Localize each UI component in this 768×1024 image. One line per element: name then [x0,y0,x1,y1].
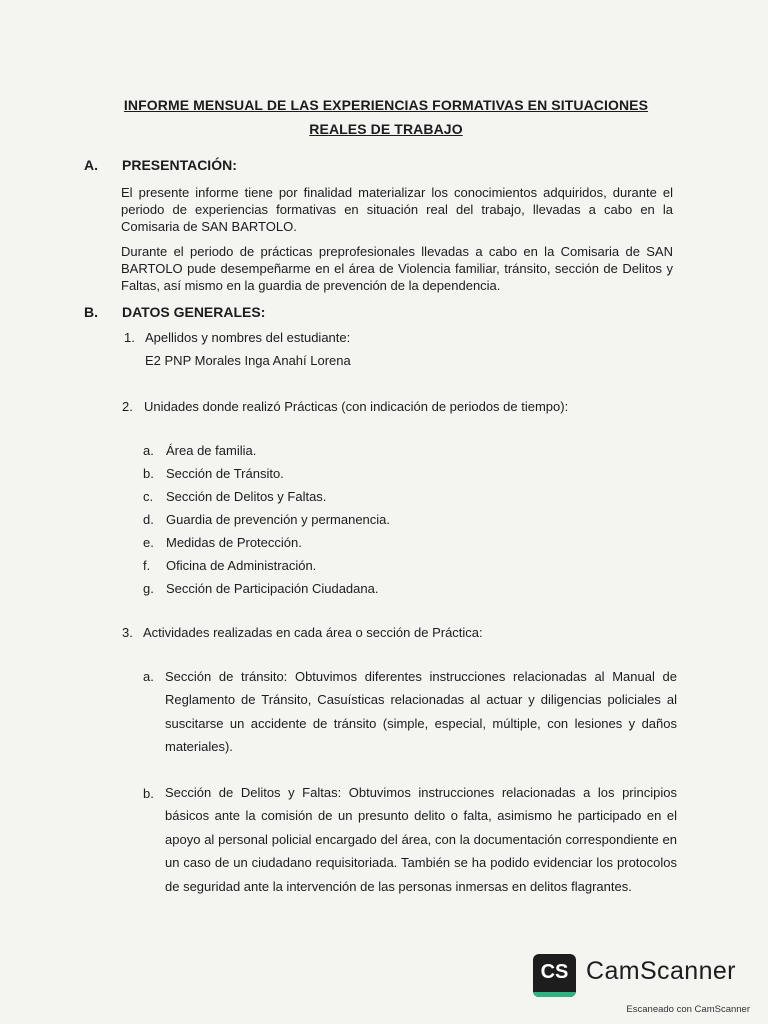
item-2-label: Unidades donde realizó Prácticas (con indicación de periodos de tiempo): [144,399,569,414]
unit-item: Medidas de Protección. [166,535,302,550]
section-a-title: PRESENTACIÓN: [122,157,237,173]
activity-letter: a. [143,669,154,684]
section-b-letter: B. [84,304,98,320]
item-1-label: Apellidos y nombres del estudiante: [145,330,351,345]
unit-item: Guardia de prevención y permanencia. [166,512,391,527]
unit-letter: b. [143,466,154,481]
presentation-paragraph-1: El presente informe tiene por finalidad materializar los conocimientos adquiridos, durante el periodo de experiencias formativas en situación real del trabajo, llevadas a cabo en la Comisaria de SAN BARTOLO. [121,185,673,234]
unit-letter: e. [143,535,154,550]
unit-letter: a. [143,443,154,458]
activity-letter: b. [143,786,154,801]
student-name: E2 PNP Morales Inga Anahí Lorena [145,353,351,368]
unit-item: Oficina de Administración. [166,558,317,573]
activity-paragraph-transit: Sección de tránsito: Obtuvimos diferentes instrucciones relacionadas al Manual de Reglamento de Tránsito, Casuísticas relacionadas al actuar y diligencias policiales al suscitarse un accidente de tránsito (simple, especial, múltiple, con lesiones y daños materiales). [165,669,677,755]
document-title-line2: REALES DE TRABAJO [309,121,463,137]
activity-paragraph-crimes: Sección de Delitos y Faltas: Obtuvimos instrucciones relacionadas a los principios básicos ante la comisión de un presunto delito o falta, asimismo he participado en el apoyo al personal policial encargado del área, con la documentación correspondiente en un caso de un ciudadano requisitoriada. También se ha podido evidenciar los protocolos de seguridad ante la intervención de las personas inmersas en delitos flagrantes. [165,785,677,894]
item-2-number: 2. [122,399,133,414]
presentation-paragraph-2: Durante el periodo de prácticas preprofesionales llevadas a cabo en la Comisaria de SAN BARTOLO pude desempeñarme en el área de Violencia familiar, tránsito, sección de Delitos y Faltas, así mismo en la guardia de prevención de la dependencia. [121,244,673,293]
unit-item: Sección de Delitos y Faltas. [166,489,327,504]
item-3-number: 3. [122,625,133,640]
scanned-with-caption: Escaneado con CamScanner [626,1004,750,1015]
unit-letter: c. [143,489,154,504]
section-b-title: DATOS GENERALES: [122,304,266,320]
document-title-line1: INFORME MENSUAL DE LAS EXPERIENCIAS FORMATIVAS EN SITUACIONES [123,97,649,113]
unit-letter: d. [143,512,154,527]
camscanner-logo-icon [533,954,576,997]
unit-letter: f. [143,558,151,573]
item-1-number: 1. [124,330,135,345]
camscanner-logo-accent [533,992,576,997]
unit-item: Sección de Tránsito. [166,466,284,481]
unit-item: Sección de Participación Ciudadana. [166,581,379,596]
camscanner-logo-text: CS [540,961,569,983]
unit-letter: g. [143,581,154,596]
section-a-letter: A. [84,157,98,173]
item-3-label: Actividades realizadas en cada área o sección de Práctica: [143,625,483,640]
camscanner-brand: CamScanner [586,957,736,985]
unit-item: Área de familia. [166,443,257,458]
